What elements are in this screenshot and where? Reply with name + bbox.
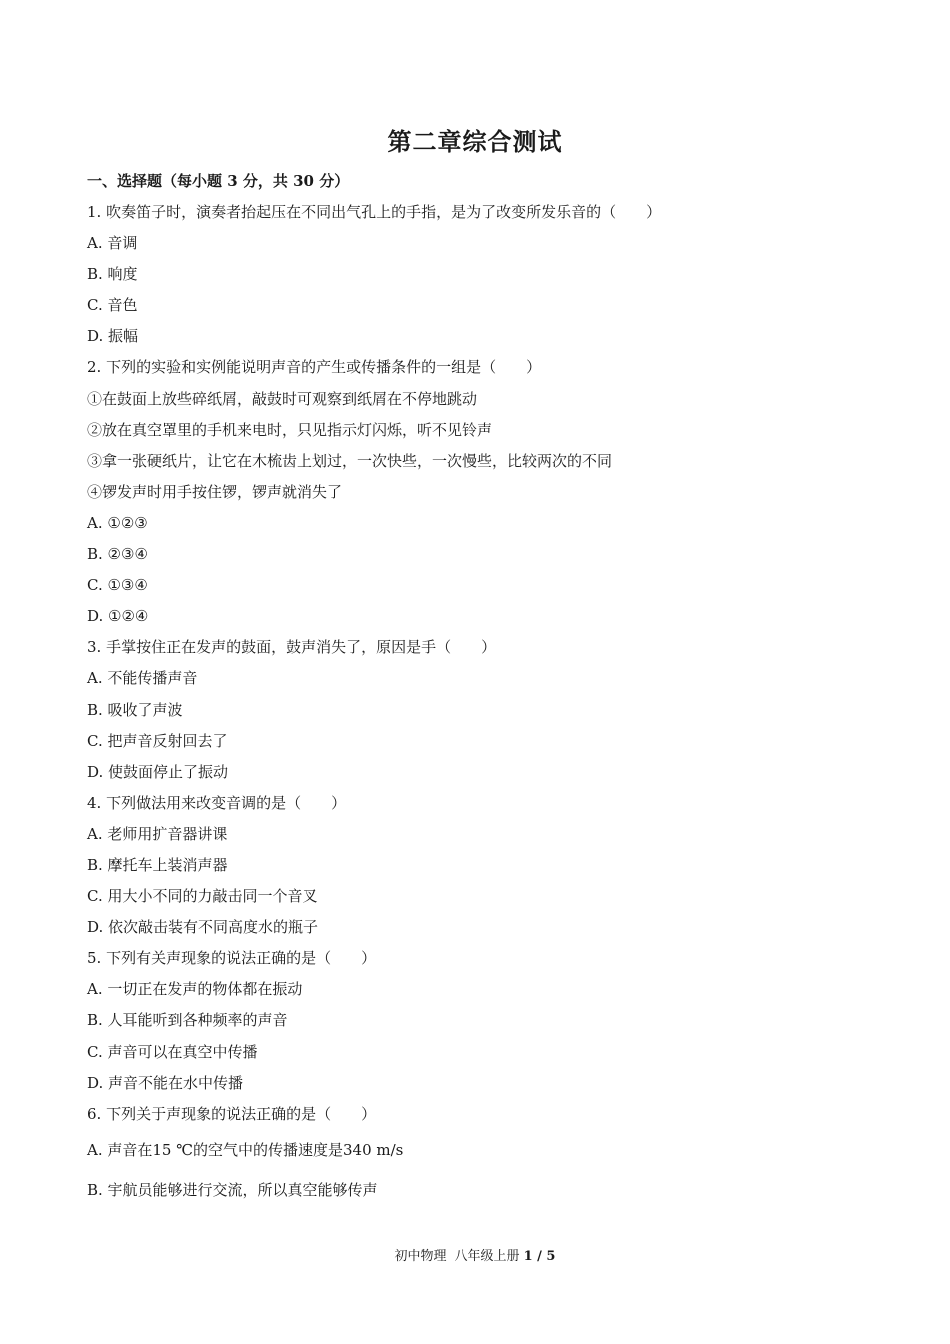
question-option: B. 响度 xyxy=(87,265,138,284)
page-footer xyxy=(0,1245,950,1264)
question-stem: 6. 下列关于声现象的说法正确的是（ ） xyxy=(87,1104,377,1123)
question-statement: ①在鼓面上放些碎纸屑，敲鼓时可观察到纸屑在不停地跳动 xyxy=(87,389,478,408)
question-option: C. ①③④ xyxy=(87,576,148,595)
question-option: A. 声音在15 ℃的空气中的传播速度是340 m/s xyxy=(87,1140,404,1159)
question-statement: ④锣发声时用手按住锣，锣声就消失了 xyxy=(87,482,343,501)
question-option: D. 振幅 xyxy=(87,327,139,346)
question-option: C. 音色 xyxy=(87,296,138,315)
question-option: A. ①②③ xyxy=(87,513,148,532)
question-option: A. 一切正在发声的物体都在振动 xyxy=(87,980,303,999)
question-option: A. 不能传播声音 xyxy=(87,669,198,688)
question-stem: 2. 下列的实验和实例能说明声音的产生或传播条件的一组是（ ） xyxy=(87,358,542,377)
question-stem: 1. 吹奏笛子时，演奏者抬起压在不同出气孔上的手指，是为了改变所发乐音的（ ） xyxy=(87,203,662,221)
question-stem: 3. 手掌按住正在发声的鼓面，鼓声消失了，原因是手（ ） xyxy=(87,638,497,657)
footer-grade: 八年级上册 xyxy=(454,1249,520,1264)
question-option: D. 依次敲击装有不同高度水的瓶子 xyxy=(87,918,319,937)
question-option: A. 音调 xyxy=(87,234,138,253)
section-heading: 一、选择题（每小题 3 分，共 30 分） xyxy=(87,172,350,190)
page-number: 1 / 5 xyxy=(523,1249,556,1264)
question-option: B. 摩托车上装消声器 xyxy=(87,855,228,874)
question-option: B. 吸收了声波 xyxy=(87,700,183,719)
question-option: C. 用大小不同的力敲击同一个音叉 xyxy=(87,887,318,906)
question-option: C. 把声音反射回去了 xyxy=(87,731,228,750)
question-option: B. ②③④ xyxy=(87,545,148,564)
question-statement: ②放在真空罩里的手机来电时，只见指示灯闪烁，听不见铃声 xyxy=(87,420,493,439)
question-statement: ③拿一张硬纸片，让它在木梳齿上划过，一次快些，一次慢些，比较两次的不同 xyxy=(87,451,613,470)
page-title: 第二章综合测试 xyxy=(387,127,563,156)
question-list xyxy=(87,197,867,1210)
question-stem: 5. 下列有关声现象的说法正确的是（ ） xyxy=(87,949,377,968)
question-option: A. 老师用扩音器讲课 xyxy=(87,824,228,843)
question-option: D. 使鼓面停止了振动 xyxy=(87,762,229,781)
question-option: D. ①②④ xyxy=(87,607,149,626)
question-option: B. 人耳能听到各种频率的声音 xyxy=(87,1011,288,1030)
footer-subject: 初中物理 xyxy=(394,1249,447,1264)
question-option: C. 声音可以在真空中传播 xyxy=(87,1042,258,1061)
question-option: D. 声音不能在水中传播 xyxy=(87,1073,244,1092)
question-stem: 4. 下列做法用来改变音调的是（ ） xyxy=(87,793,347,812)
question-option: B. 宇航员能够进行交流，所以真空能够传声 xyxy=(87,1180,378,1199)
